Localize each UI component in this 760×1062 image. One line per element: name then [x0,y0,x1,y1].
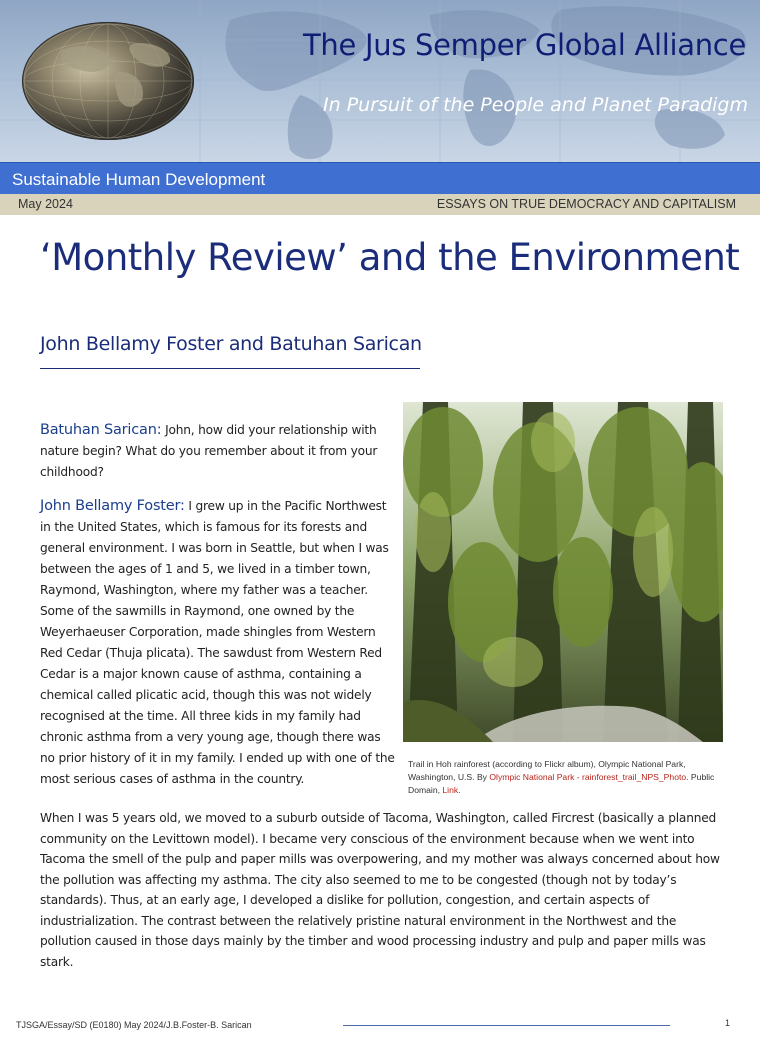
footer-divider [343,1025,670,1026]
meta-bar [0,194,760,215]
speaker-foster: John Bellamy Foster: [40,498,185,514]
question-paragraph [40,420,396,483]
section-bar [0,162,760,195]
caption-text-license: . Public Domain, [408,772,715,795]
footer-reference: TJSGA/Essay/SD (E0180) May 2024/J.B.Foster-B. Sarican [16,1020,252,1030]
series-name: ESSAYS ON TRUE DEMOCRACY AND CAPITALISM [436,197,736,211]
site-tagline: In Pursuit of the People and Planet Paradigm [323,94,748,116]
issue-date: May 2024 [18,197,73,211]
globe-logo [22,22,194,140]
rainforest-photo [403,402,723,742]
section-title: Sustainable Human Development [12,170,266,189]
speaker-sarican: Batuhan Sarican: [40,422,162,438]
forest-image [403,402,723,742]
header-banner [0,0,760,162]
author-divider [40,368,420,369]
left-column [40,420,396,803]
article-title: ‘Monthly Review’ and the Environment [40,236,740,279]
page-number: 1 [725,1018,731,1028]
caption-text: Trail in Hoh rainforest (according to Flickr album), Olympic National Park, Washington, U.S. By [408,759,686,782]
site-title: The Jus Semper Global Alliance [303,28,746,62]
answer-paragraph [40,496,396,790]
body-paragraph: When I was 5 years old, we moved to a suburb outside of Tacoma, Washington, called Fircrest (basically a planned community on the Levittown model). I became very conscious of the environment because when we went into Tacoma the smell of the pulp and paper mills was overpowering, and my mother was always concerned about how the pollution was affecting my asthma. The city also seemed to me to be congested (though not by today’s standards). Thus, at an early age, I developed a dislike for pollution, congestion, and certain aspects of industrialization. The contrast between the relatively pristine natural environment in the Northwest and the pollution caused in those days mainly by the timber and wood processing industry and pulp and paper mills was stark. [40,811,720,969]
question-text: John, how did your relationship with nature begin? What do you remember about it from your childhood? [40,423,378,479]
caption-link-source[interactable]: Olympic National Park - rainforest_trail_NPS_Photo [489,772,687,782]
caption-link[interactable]: Link [442,785,459,795]
article-authors: John Bellamy Foster and Batuhan Sarican [40,333,422,355]
answer-text: I grew up in the Pacific Northwest in the United States, which is famous for its forests and general environment. I was born in Seattle, but when I was between the ages of 1 and 5, we lived in a timber town, Raymond, Washington, where my father was a teacher. Some of the sawmills in Raymond, one owned by the Weyerhaeuser Corporation, made shingles from Western Red Cedar (Thuja plicata). The sawdust from Western Red Cedar is a major known cause of asthma, containing a chemical called plicatic acid, though this was not widely recognised at the time. All three kids in my family had chronic asthma from a very young age, though there was no prior history of it in my family. I ended up with one of the most serious cases of asthma in the country. [40,499,395,786]
caption-text-end: . [458,785,461,795]
photo-caption [408,758,728,797]
